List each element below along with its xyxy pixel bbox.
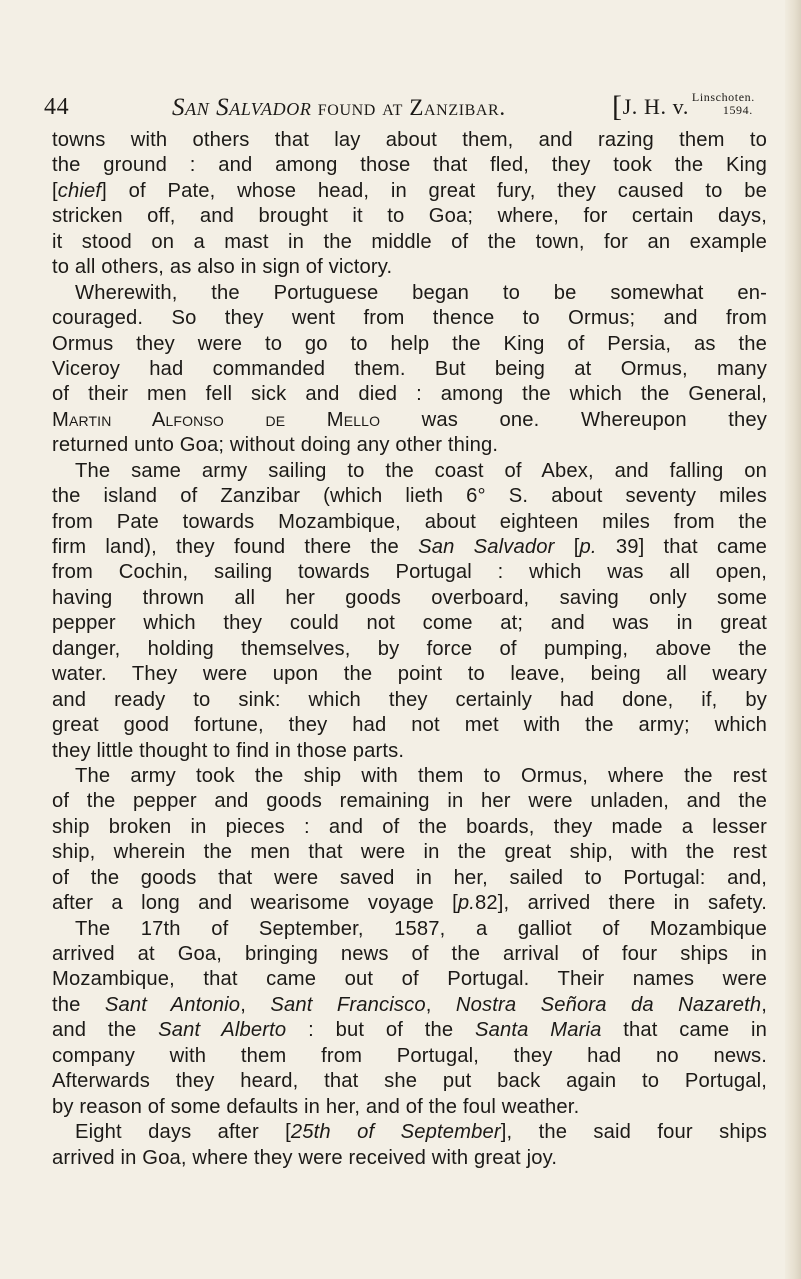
text-line [52,713,767,738]
text-segment: ] of Pate, whose head, in great fury, they caused to be [101,179,767,202]
page-number: 44 [44,94,70,120]
text-line [52,1018,767,1043]
text-segment: company with them from Portugal, they had no news. [52,1044,767,1067]
text-segment: [ [52,179,58,202]
body-text [52,128,767,1171]
text-segment: ship broken in pieces : and of the boards, they made a lesser [52,815,767,838]
text-line [52,484,767,509]
text-line [52,433,767,458]
text-segment: firm land), they found there the [52,536,419,558]
text-line [52,891,767,916]
text-segment: The same army sailing to the coast of Abex, and falling on [75,459,767,482]
italic-text: Nostra Señora da Nazareth [455,993,762,1016]
text-segment: Wherewith, the Portuguese began to be somewhat en- [75,281,767,304]
running-title-rest: found at Zanzibar. [317,95,506,120]
reference-year: 1594. [722,103,753,117]
text-segment: Eight days after [ [75,1121,291,1144]
text-line [52,815,767,840]
text-segment: Viceroy had commanded them. But being at Ormus, many [52,357,767,380]
text-segment: Afterwards they heard, that she put back again to Portugal, [52,1070,767,1093]
source-reference [612,88,755,122]
text-line [52,662,767,687]
text-line [52,993,767,1018]
text-line [52,332,767,357]
text-segment: after a long and wearisome voyage [ [52,892,458,915]
text-segment: arrived at Goa, bringing news of the arrival of four ships in [52,943,767,965]
text-segment: : but of the [286,1019,475,1042]
text-segment: by reason of some defaults in her, and of the foul weather. [52,1095,580,1118]
text-line [52,204,767,229]
text-line [52,382,767,407]
running-title-ship-name: San Salvador [172,94,312,121]
text-segment: ship, wherein the men that were in the great ship, with the rest [52,841,767,864]
italic-text: Sant Antonio [104,993,241,1016]
text-segment: The 17th of September, 1587, a galliot of Mozambique [75,917,767,940]
text-line [52,357,767,382]
italic-text: p. [457,892,476,915]
text-line [52,535,767,560]
text-segment: The army took the ship with them to Ormus, where the rest [75,764,767,787]
text-segment: water. They were upon the point to leave, being all weary [52,663,767,686]
italic-text: Santa Maria [475,1019,602,1042]
text-line [52,459,767,484]
text-line [52,1120,767,1145]
text-line [52,637,767,662]
text-segment: to all others, as also in sign of victory. [52,256,393,279]
text-line [52,917,767,942]
text-line [52,281,767,306]
text-segment: towns with others that lay about them, and razing them to [52,129,767,151]
text-line [52,967,767,992]
text-line [52,230,767,255]
text-line [52,789,767,814]
text-segment: the [52,993,105,1016]
text-line [52,153,767,178]
text-segment: and ready to sink: which they certainly had done, if, by [52,688,767,711]
italic-text: 25th of September [290,1121,501,1144]
text-segment: and the [52,1019,159,1042]
running-header [44,86,764,126]
text-line [52,306,767,331]
text-segment: it stood on a mast in the middle of the town, for an example [52,230,767,253]
text-segment: 39] that came [596,536,767,558]
text-segment: ], the said four ships [500,1121,767,1144]
text-line [52,1069,767,1094]
text-segment: 82], arrived there in safety. [475,892,767,915]
text-line [52,866,767,891]
text-line [52,255,767,280]
text-line [52,942,767,967]
text-segment: from Cochin, sailing towards Portugal : which was all open, [52,561,767,584]
text-segment: the island of Zanzibar (which lieth 6° S. about seventy miles [52,485,767,508]
text-segment: great good fortune, they had not met with the army; which [52,714,767,737]
text-segment: having thrown all her goods overboard, saving only some [52,586,767,609]
reference-author: J. H. v. [622,94,689,119]
italic-text: p. [579,536,597,558]
text-segment: danger, holding themselves, by force of pumping, above the [52,637,767,660]
text-line [52,179,767,204]
text-segment: Mozambique, that came out of Portugal. Their names were [52,968,767,991]
text-line [52,764,767,789]
reference-name: Linschoten. [691,90,755,104]
text-line [52,586,767,611]
text-line [52,1095,767,1120]
small-caps-text: Martin Alfonso de Mello [52,408,381,431]
text-segment: from Pate towards Mozambique, about eighteen miles from the [52,510,767,533]
text-line [52,560,767,585]
text-segment: was one. Whereupon they [380,408,767,431]
text-segment: pepper which they could not come at; and was in great [52,612,767,635]
text-segment: returned unto Goa; without doing any other thing. [52,434,499,457]
text-segment: of their men fell sick and died : among the which the General, [52,383,767,406]
italic-text: San Salvador [418,536,555,558]
text-segment: , [240,993,271,1016]
text-line [52,840,767,865]
text-segment: the ground : and among those that fled, they took the King [52,154,767,177]
reference-stack [692,91,755,117]
text-line [52,408,767,433]
running-title [172,94,506,122]
text-segment: of the pepper and goods remaining in her were unladen, and the [52,790,767,813]
text-segment: of the goods that were saved in her, sailed to Portugal: and, [52,866,767,889]
text-segment: , [425,993,456,1016]
italic-text: Sant Alberto [158,1019,287,1042]
text-line [52,611,767,636]
page-edge-shadow [785,0,801,1279]
text-segment: arrived in Goa, where they were received with great joy. [52,1146,558,1169]
italic-text: Sant Francisco [270,993,426,1016]
text-line [52,688,767,713]
text-line [52,1146,767,1171]
text-segment: couraged. So they went from thence to Ormus; and from [52,307,767,330]
italic-text: chief [57,179,102,202]
text-line [52,510,767,535]
text-segment: [ [554,536,580,558]
text-line [52,739,767,764]
text-segment: that came in [601,1019,768,1042]
text-segment: they little thought to find in those parts. [52,739,405,762]
text-line [52,128,767,153]
reference-bracket: [ [612,90,623,123]
text-segment: , [761,993,767,1016]
text-segment: Ormus they were to go to help the King of Persia, as the [52,332,767,355]
text-line [52,1044,767,1069]
text-segment: stricken off, and brought it to Goa; where, for certain days, [52,205,767,228]
